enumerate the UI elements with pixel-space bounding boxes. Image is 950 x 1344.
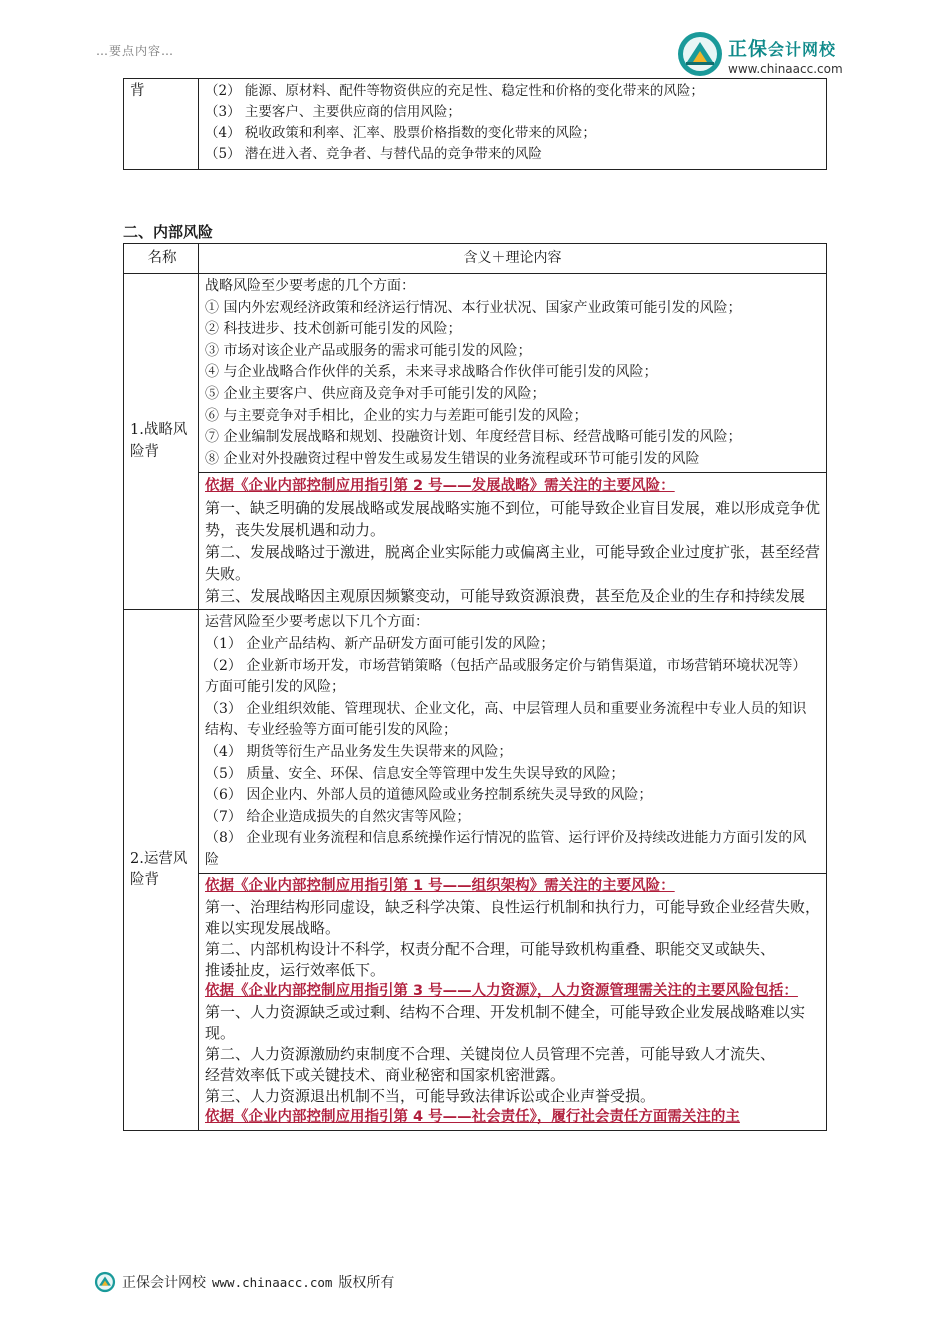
list-item: ③ 市场对该企业产品或服务的需求可能引发的风险； [205,342,532,359]
list-item: 第一、治理结构形同虚设，缺乏科学决策、良性运行机制和执行力，可能导致企业经营失败，难以实现发展战略。 [205,898,821,938]
basis-title: 依据《企业内部控制应用指引第 2 号——发展战略》需关注的主要风险： [205,478,675,495]
section-title: 二、内部风险 [123,223,214,241]
list-item: ⑥ 与主要竞争对手相比，企业的实力与差距可能引发的风险； [205,407,588,424]
list-item: 推诿扯皮，运行效率低下。 [205,961,386,980]
table-row [124,610,827,874]
list-item: 第三、发展战略因主观原因频繁变动，可能导致资源浪费，甚至危及企业的生存和持续发展 [205,587,806,606]
list-item: 第二、发展战略过于激进，脱离企业实际能力或偏离主业，可能导致企业过度扩张，甚至经营失败。 [205,543,821,584]
footer [94,1270,394,1294]
name-cell-strategy [124,274,199,610]
table-header-row [124,244,827,274]
strategy-basis-cell [199,473,827,610]
content-cell [199,79,827,170]
list-item: （3） 主要客户、主要供应商的信用风险； [205,104,461,120]
list-item: （2） 企业新市场开发，市场营销策略（包括产品或服务定价与销售渠道，市场营销环境状况等）方面可能引发的风险； [205,657,807,696]
footer-url[interactable]: www.chinaacc.com [212,1274,333,1290]
list-item: ④ 与企业战略合作伙伴的关系，未来寻求战略合作伙伴可能引发的风险； [205,364,658,381]
list-item: （1） 企业产品结构、新产品研发方面可能引发的风险； [205,635,555,652]
list-item: （8） 企业现有业务流程和信息系统操作运行情况的监管、运行评价及持续改进能力方面引发的风险 [205,830,807,868]
list-item: 第二、人力资源激励约束制度不合理、关键岗位人员管理不完善，可能导致人才流失、 [205,1045,776,1064]
table-row [124,274,827,473]
name-cell-text: 背 [130,83,145,99]
name-cell-text: 1.战略风险背 [130,422,188,460]
logo-url: www.chinaacc.com [728,62,843,76]
list-item: ⑤ 企业主要客户、供应商及竞争对手可能引发的风险； [205,385,546,402]
footer-rights: 版权所有 [338,1275,395,1291]
footer-brand: 正保会计网校 [122,1275,206,1291]
list-item: （6） 因企业内、外部人员的道德风险或业务控制系统失灵导致的风险； [205,787,653,804]
name-cell [124,79,199,170]
table-row [124,473,827,610]
list-item: （4） 税收政策和利率、汇率、股票价格指数的变化带来的风险； [205,125,596,141]
name-cell-operation [124,610,199,1131]
list-item: 第一、缺乏明确的发展战略或发展战略实施不到位，可能导致企业盲目发展，难以形成竞争优势，丧失发展机遇和动力。 [205,499,821,540]
list-item: ⑧ 企业对外投融资过程中曾发生或易发生错误的业务流程或环节可能引发的风险 [205,450,700,467]
list-item: （7） 给企业造成损失的自然灾害等风险； [205,808,471,825]
basis-title: 依据《企业内部控制应用指引第 3 号——人力资源》，人力资源管理需关注的主要风险包括： [205,983,798,1000]
logo-emblem-icon [676,30,724,78]
internal-risk-table [123,243,827,1131]
list-item: （5） 潜在进入者、竞争者、与替代品的竞争带来的风险 [205,146,542,162]
list-item: 经营效率低下或关键技术、商业秘密和国家机密泄露。 [205,1066,566,1085]
strategy-intro-cell [199,274,827,473]
list-item: （5） 质量、安全、环保、信息安全等管理中发生失误导致的风险； [205,765,625,782]
basis-title: 依据《企业内部控制应用指引第 4 号——社会责任》，履行社会责任方面需关注的主 [205,1109,740,1126]
list-item: 第一、人力资源缺乏或过剩、结构不合理、开发机制不健全，可能导致企业发展战略难以实现。 [205,1003,806,1043]
list-item: ② 科技进步、技术创新可能引发的风险； [205,321,462,338]
list-item: （2） 能源、原材料、配件等物资供应的充足性、稳定性和价格的变化带来的风险； [205,83,704,99]
list-item: （3） 企业组织效能、管理现状、企业文化，高、中层管理人员和重要业务流程中专业人员的知识结构、专业经验等方面可能引发的风险； [205,700,807,739]
header-partial-text: …要点内容… [96,44,175,58]
header-content: 含义＋理论内容 [199,244,827,274]
table-row [124,79,827,170]
chinaacc-logo[interactable] [676,28,876,78]
operation-intro-cell [199,610,827,874]
list-item: （4） 期货等衍生产品业务发生失误带来的风险； [205,743,513,760]
top-table [123,78,827,170]
list-item: ⑦ 企业编制发展战略和规划、投融资计划、年度经营目标、经营战略可能引发的风险； [205,429,742,446]
logo-name: 正保 [728,38,769,60]
logo-name-sub: 会计网校 [768,40,837,59]
name-cell-text: 2.运营风险背 [130,850,188,889]
table-row [124,874,827,1131]
basis-title: 依据《企业内部控制应用指引第 1 号——组织架构》需关注的主要风险： [205,878,675,895]
list-item: 运营风险至少要考虑以下几个方面： [205,614,429,631]
list-item: ① 国内外宏观经济政策和经济运行情况、本行业状况、国家产业政策可能引发的风险； [205,299,742,316]
list-item: 第二、内部机构设计不科学，权责分配不合理，可能导致机构重叠、职能交叉或缺失、 [205,940,776,959]
list-item: 战略风险至少要考虑的几个方面： [205,278,415,294]
operation-basis-cell [199,874,827,1131]
header-name: 名称 [124,244,199,274]
list-item: 第三、人力资源退出机制不当，可能导致法律诉讼或企业声誉受损。 [205,1087,656,1106]
footer-logo-icon [94,1271,116,1293]
